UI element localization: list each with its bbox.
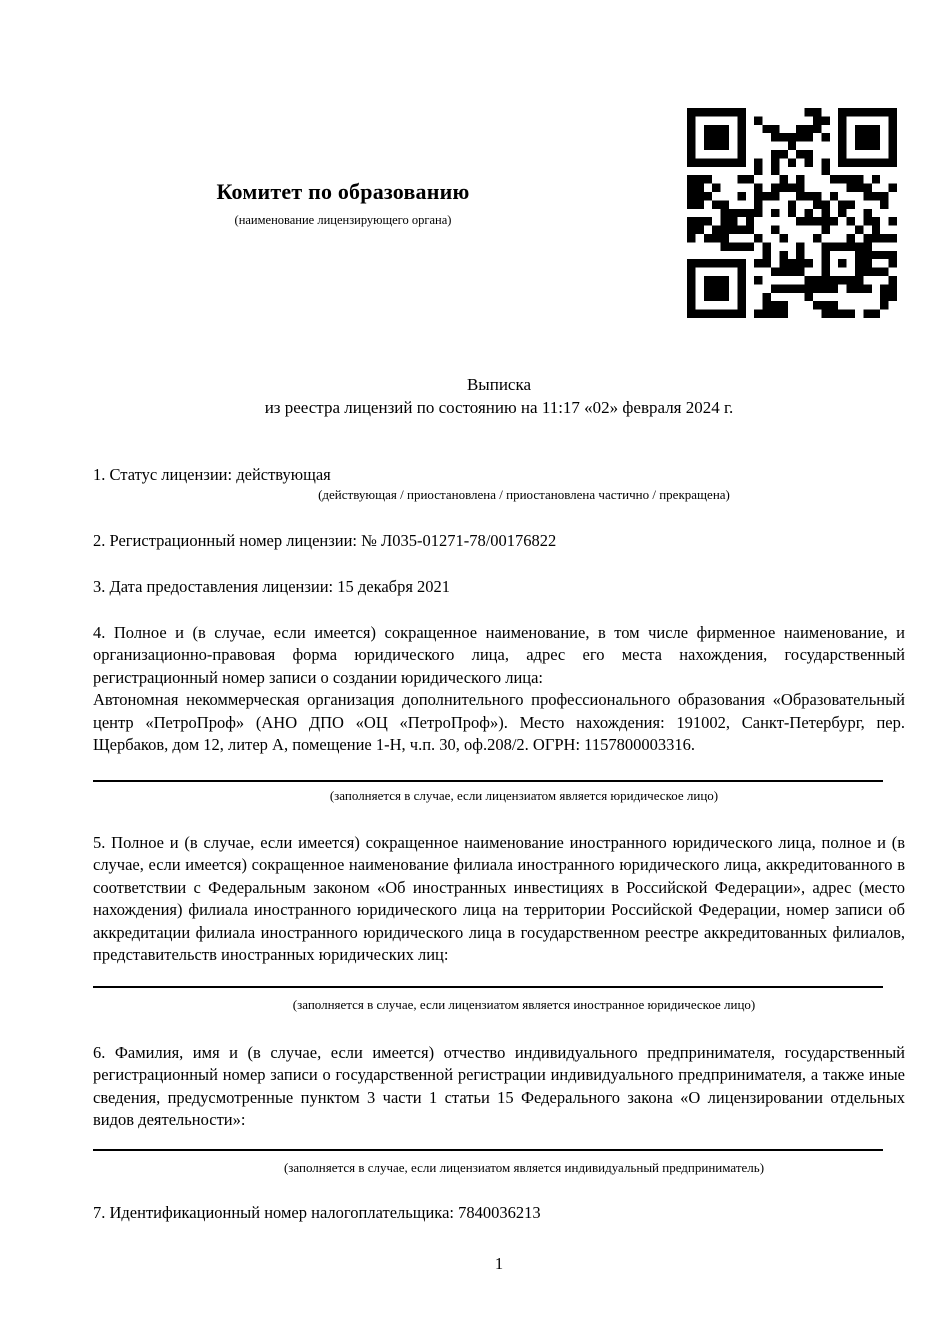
entrepreneur-note: (заполняется в случае, если лицензиатом является индивидуальный предприниматель) <box>283 1160 765 1175</box>
extract-subtitle: из реестра лицензий по состоянию на 11:17 «02» февраля 2024 г. <box>264 397 734 417</box>
legal-entity-note: (заполняется в случае, если лицензиатом является юридическое лицо) <box>329 788 719 803</box>
license-status-line: 1. Статус лицензии: действующая <box>93 465 331 484</box>
separator-line-foreign-entity <box>93 986 883 988</box>
entrepreneur-label: 6. Фамилия, имя и (в случае, если имеется) отчество индивидуального предпринимателя, государственный регистрационный номер записи о государственной регистрации индивидуального предпринимателя, а также иные сведения, предусмотренные пунктом 3 части 1 статьи 15 Федерального закона «О лицензировании отдельных видов деятельности»: <box>93 1043 905 1130</box>
licensing-authority-name: Комитет по образованию <box>216 179 470 204</box>
foreign-entity-label: 5. Полное и (в случае, если имеется) сокращенное наименование иностранного юридического лица, полное и (в случае, если имеется) сокращенное наименование филиала иностранного юридического лица, аккредитованного в соответствии с Федеральным законом «Об иностранных инвестициях в Российской Федерации», адрес (место нахождения) филиала иностранного юридического лица на территории Российской Федерации, номер записи об аккредитации филиала иностранного юридического лица в государственном реестре аккредитованных филиалов, представительств иностранных юридических лиц: <box>93 833 905 965</box>
extract-heading <box>93 374 905 419</box>
foreign-entity-section <box>93 832 905 966</box>
page-number: 1 <box>494 1254 504 1273</box>
separator-line-entrepreneur <box>93 1149 883 1151</box>
legal-entity-section <box>93 622 905 756</box>
foreign-entity-note: (заполняется в случае, если лицензиатом является иностранное юридическое лицо) <box>292 997 756 1012</box>
inn-line: 7. Идентификационный номер налогоплательщика: 7840036213 <box>93 1203 541 1222</box>
registration-number-line: 2. Регистрационный номер лицензии: № Л035-01271-78/00176822 <box>93 531 557 550</box>
licensing-authority-caption: (наименование лицензирующего органа) <box>234 213 452 227</box>
qr-code-icon <box>687 108 897 318</box>
extract-title: Выписка <box>466 375 532 394</box>
legal-entity-label: 4. Полное и (в случае, если имеется) сокращенное наименование, в том числе фирменное наименование, и организационно-правовая форма юридического лица, адрес его места нахождения, государственный регистрационный номер записи о создании юридического лица: <box>93 623 905 687</box>
entrepreneur-section <box>93 1042 905 1132</box>
licensing-authority-block <box>93 180 593 228</box>
legal-entity-value: Автономная некоммерческая организация дополнительного профессионального образования «Образовательный центр «ПетроПроф» (АНО ДПО «ОЦ «ПетроПроф»). Место нахождения: 191002, Санкт-Петербург, пер. Щербаков, дом 12, литер А, помещение 1-Н, ч.п. 30, оф.208/2. ОГРН: 1157800003316. <box>93 690 905 755</box>
license-status-options-note: (действующая / приостановлена / приостановлена частично / прекращена) <box>318 487 730 502</box>
grant-date-line: 3. Дата предоставления лицензии: 15 декабря 2021 <box>93 577 451 596</box>
separator-line-legal-entity <box>93 780 883 782</box>
